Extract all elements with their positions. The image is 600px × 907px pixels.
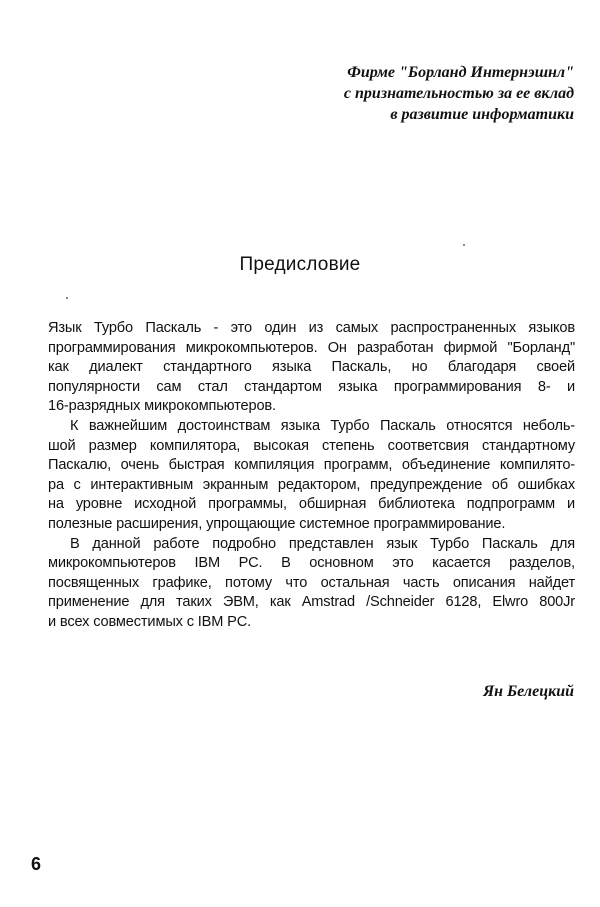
page-title: Предисловие — [239, 254, 361, 275]
scan-speck — [66, 297, 68, 299]
dedication — [214, 62, 574, 125]
text-line: ра с интерактивным экранным редактором, предупреждение об ошибках — [48, 476, 575, 493]
text-line: Язык Турбо Паскаль - это один из самых распространенных языков — [48, 320, 575, 336]
text-line: популярности сам стал стандартом языка программирования 8- и — [48, 378, 575, 395]
paragraph — [48, 535, 575, 633]
text-line: шой размер компилятора, высокая степень соответсвия стандартному — [48, 437, 575, 454]
dedication-line: в развитие информатики — [390, 106, 574, 123]
text-line: В данной работе подробно представлен язык Турбо Паскаль для — [70, 535, 575, 552]
text-line: и всех совместимых с IBM PC. — [48, 613, 252, 630]
text-line: посвященных графике, потому что остальная часть описания найдет — [48, 574, 575, 591]
text-line: Паскалю, очень быстрая компиляция программ, объединение компилято- — [48, 457, 575, 474]
paragraph — [48, 319, 575, 417]
text-line: применение для таких ЭВМ, как Amstrad /Schneider 6128, Elwro 800Jr — [48, 594, 575, 611]
text-line: программирования микрокомпьютеров. Он разработан фирмой "Борланд" — [48, 339, 575, 356]
preface-body — [48, 319, 575, 633]
dedication-line: Фирме "Борланд Интернэшнл" — [347, 64, 574, 81]
paragraph — [48, 417, 575, 535]
dedication-line: с признательностью за ее вклад — [343, 85, 574, 102]
text-line: как диалект стандартного языка Паскаль, но благодаря своей — [48, 359, 575, 376]
text-line: 16-разрядных микрокомпьютеров. — [48, 398, 276, 415]
text-line: К важнейшим достоинствам языка Турбо Паскаль относятся неболь- — [70, 417, 575, 434]
scan-speck — [463, 244, 465, 246]
text-line: на уровне исходной программы, обширная библиотека подпрограмм и — [48, 496, 575, 513]
author-signature: Ян Белецкий — [483, 683, 574, 700]
text-line: полезные расширения, упрощающие системное программирование. — [48, 515, 506, 532]
page-number: 6 — [31, 854, 42, 874]
text-line: микрокомпьютеров IBM PC. В основном это касается разделов, — [48, 555, 575, 572]
